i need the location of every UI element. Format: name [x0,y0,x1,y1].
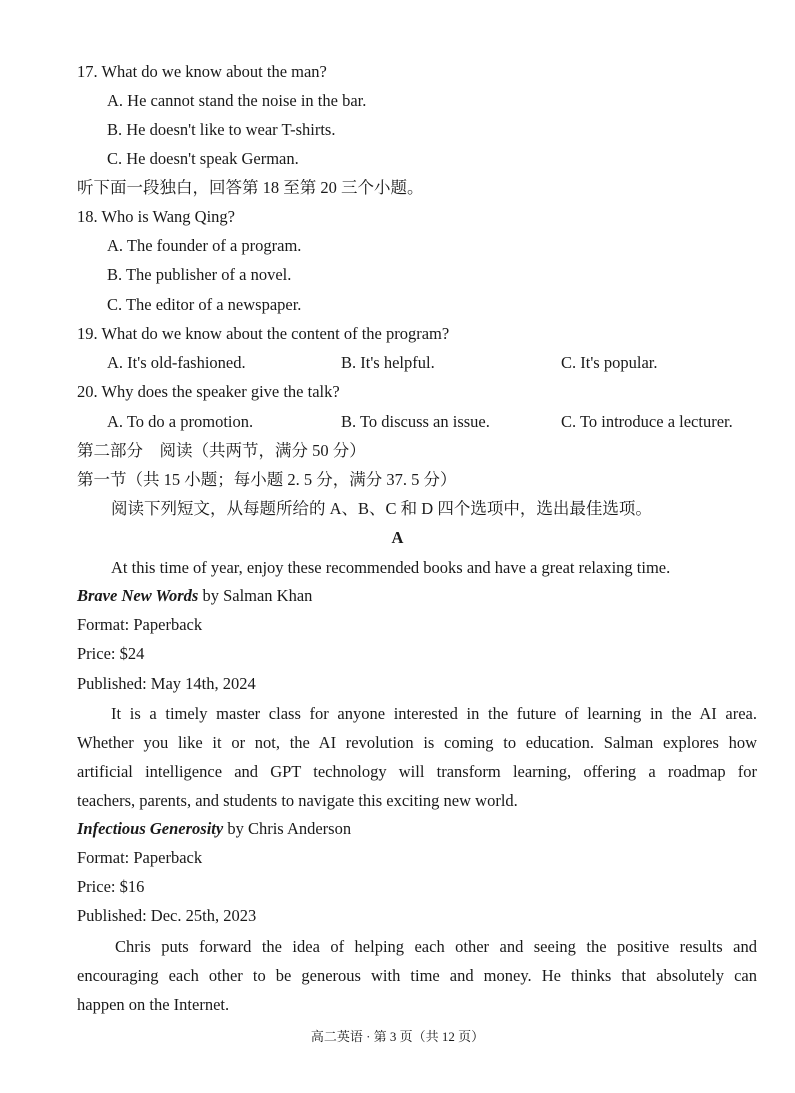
book1-desc-line-2: Whether you like it or not, the AI revolution is coming to education. Salman explores how [77,733,757,752]
q17-option-a: A. He cannot stand the noise in the bar. [107,91,367,110]
book2-heading [77,819,351,839]
book1-author: by Salman Khan [198,586,313,605]
q18-option-c: C. The editor of a newspaper. [107,295,302,314]
reading-instruction: 阅读下列短文，从每题所给的 A、B、C 和 D 四个选项中，选出最佳选项。 [111,499,652,518]
book1-desc-line-3: artificial intelligence and GPT technology will transform learning, offering a roadmap for [77,762,757,781]
book1-format: Format: Paperback [77,615,203,634]
q17-option-b: B. He doesn't like to wear T-shirts. [107,120,336,139]
q18-stem: 18. Who is Wang Qing? [77,207,236,226]
book2-desc-line-3: happen on the Internet. [77,995,230,1014]
book2-published: Published: Dec. 25th, 2023 [77,906,257,925]
q18-option-b: B. The publisher of a novel. [107,265,292,284]
page-footer: 高二英语 · 第 3 页（共 12 页） [310,1029,485,1044]
book1-desc-line-1: It is a timely master class for anyone interested in the future of learning in the AI area. [111,704,757,723]
q18-option-a: A. The founder of a program. [107,236,302,255]
book2-format: Format: Paperback [77,848,203,867]
q19-option-b: B. It's helpful. [341,353,435,372]
book2-desc-line-1: Chris puts forward the idea of helping each other and seeing the positive results and [115,937,757,956]
book2-title: Infectious Generosity [77,819,224,838]
book1-title: Brave New Words [77,586,199,605]
q20-stem: 20. Why does the speaker give the talk? [77,382,340,401]
q17-option-c: C. He doesn't speak German. [107,149,299,168]
q20-option-a: A. To do a promotion. [107,412,254,431]
q19-option-c: C. It's popular. [561,353,658,372]
q19-option-a: A. It's old-fashioned. [107,353,246,372]
q17-stem: 17. What do we know about the man? [77,62,327,81]
book1-price: Price: $24 [77,644,145,663]
book1-heading [77,586,312,606]
q19-stem: 19. What do we know about the content of the program? [77,324,450,343]
passage-label: A [391,528,404,547]
passage-intro: At this time of year, enjoy these recommended books and have a great relaxing time. [111,558,671,577]
q20-option-b: B. To discuss an issue. [341,412,490,431]
book2-author: by Chris Anderson [223,819,352,838]
instruction-18-20: 听下面一段独白，回答第 18 至第 20 三个小题。 [77,178,424,197]
q20-option-c: C. To introduce a lecturer. [561,412,733,431]
book1-published: Published: May 14th, 2024 [77,674,256,693]
book2-price: Price: $16 [77,877,145,896]
part2-title: 第二部分 阅读（共两节，满分 50 分） [77,441,366,460]
book1-desc-line-4: teachers, parents, and students to navigate this exciting new world. [77,791,518,810]
section1-title: 第一节（共 15 小题；每小题 2. 5 分，满分 37. 5 分） [77,470,457,489]
book2-desc-line-2: encouraging each other to be generous with time and money. He thinks that absolutely can [77,966,757,985]
